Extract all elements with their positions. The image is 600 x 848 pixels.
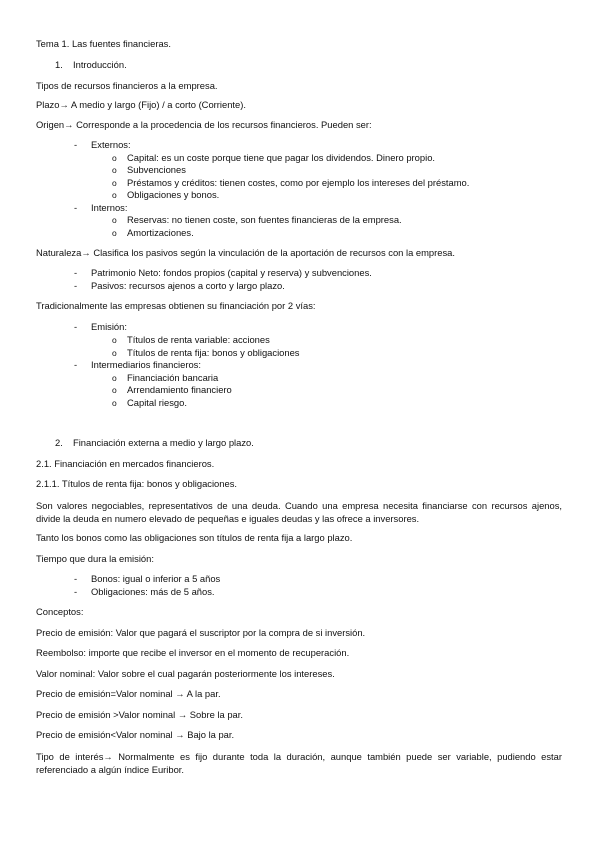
section-1-title: Introducción. [73,59,127,70]
list-bullet: o [112,153,117,163]
subsection-2-1: 2.1. Financiación en mercados financieros. [36,458,215,469]
list-bullet: o [112,348,117,358]
internos-label: Internos: [91,202,128,213]
list-dash: - [74,586,78,597]
list-item: Reservas: no tienen coste, son fuentes financieras de la empresa. [127,214,402,225]
list-bullet: o [112,165,117,175]
doc-title: Tema 1. Las fuentes financieras. [36,38,171,49]
intermediarios-label: Intermediarios financieros: [91,359,201,370]
list-item: Obligaciones: más de 5 años. [91,586,215,597]
list-dash: - [74,139,78,150]
list-item: Arrendamiento financiero [127,384,232,395]
externos-label: Externos: [91,139,131,150]
tipos-heading: Tipos de recursos financieros a la empresa. [36,80,218,91]
list-item: Capital riesgo. [127,397,187,408]
list-item: Préstamos y créditos: tienen costes, como por ejemplo los intereses del préstamo. [127,177,470,188]
valores-paragraph: Son valores negociables, representativos de una deuda. Cuando una empresa necesita financiarse con recursos ajenos, divide la deuda en numero elevado de pequeñas e iguales deudas y las ofrece a inversores. [36,500,562,524]
emision-label: Emisión: [91,321,127,332]
list-item: Patrimonio Neto: fondos propios (capital y reserva) y subvenciones. [91,267,372,278]
a-la-par-line: Precio de emisión=Valor nominal → A la par. [36,688,221,699]
subsection-2-1-1: 2.1.1. Títulos de renta fija: bonos y obligaciones. [36,478,237,489]
list-bullet: o [112,190,117,200]
list-item: Financiación bancaria [127,372,219,383]
list-item: Obligaciones y bonos. [127,189,220,200]
section-2-number: 2. [55,437,63,448]
list-bullet: o [112,335,117,345]
sobre-la-par-line: Precio de emisión >Valor nominal → Sobre la par. [36,709,243,720]
list-bullet: o [112,373,117,383]
bajo-la-par-line: Precio de emisión<Valor nominal → Bajo la par. [36,729,235,740]
list-bullet: o [112,215,117,225]
list-bullet: o [112,398,117,408]
precio-emision-line: Precio de emisión: Valor que pagará el suscriptor por la compra de si inversión. [36,627,366,638]
tiempo-line: Tiempo que dura la emisión: [36,553,154,564]
list-item: Títulos de renta variable: acciones [127,334,270,345]
list-dash: - [74,267,78,278]
list-dash: - [74,573,78,584]
plazo-line: Plazo→ A medio y largo (Fijo) / a corto (Corriente). [36,99,246,110]
list-bullet: o [112,385,117,395]
list-item: Subvenciones [127,164,186,175]
valor-nominal-line: Valor nominal: Valor sobre el cual pagarán posteriormente los intereses. [36,668,335,679]
list-item: Títulos de renta fija: bonos y obligaciones [127,347,300,358]
list-dash: - [74,280,78,291]
list-item: Bonos: igual o inferior a 5 años [91,573,221,584]
tradicional-line: Tradicionalmente las empresas obtienen su financiación por 2 vías: [36,300,316,311]
naturaleza-line: Naturaleza→ Clasifica los pasivos según la vinculación de la aportación de recursos con la empresa. [36,247,455,258]
list-item: Pasivos: recursos ajenos a corto y largo plazo. [91,280,285,291]
list-dash: - [74,321,78,332]
list-bullet: o [112,178,117,188]
origen-line: Origen→ Corresponde a la procedencia de los recursos financieros. Pueden ser: [36,119,372,130]
list-dash: - [74,359,78,370]
tanto-line: Tanto los bonos como las obligaciones son títulos de renta fija a largo plazo. [36,532,353,543]
section-1-number: 1. [55,59,63,70]
tipo-interes-paragraph: Tipo de interés→ Normalmente es fijo durante toda la duración, aunque también puede ser variable, pudiendo estar referenciado a algún índice Euribor. [36,751,562,775]
list-dash: - [74,202,78,213]
conceptos-heading: Conceptos: [36,606,84,617]
list-bullet: o [112,228,117,238]
list-item: Amortizaciones. [127,227,194,238]
section-2-title: Financiación externa a medio y largo plazo. [73,437,254,448]
reembolso-line: Reembolso: importe que recibe el inversor en el momento de recuperación. [36,647,350,658]
list-item: Capital: es un coste porque tiene que pagar los dividendos. Dinero propio. [127,152,436,163]
